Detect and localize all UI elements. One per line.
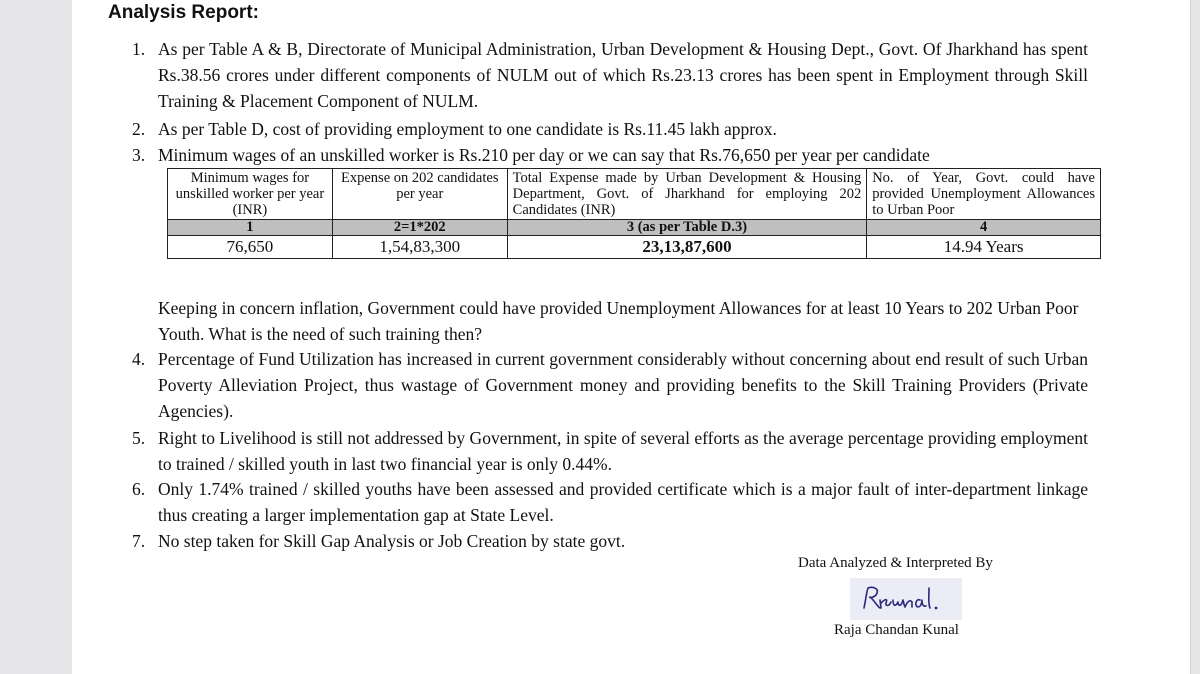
item-text: Right to Livelihood is still not addressed by Government, in spite of several efforts as the average percentage providing employment to trained / skilled youth in last two financial year is only 0.44%. — [158, 428, 1088, 474]
item-text: Only 1.74% trained / skilled youths have been assessed and provided certificate which is a major fault of inter-department linkage thus creating a larger implementation gap at State Level. — [158, 479, 1088, 525]
table-header-cell: Total Expense made by Urban Development & Housing Department, Govt. of Jharkhand for employing 202 Candidates (INR) — [507, 169, 867, 220]
signer-name: Raja Chandan Kunal — [834, 622, 959, 638]
list-item-1 — [132, 36, 1088, 114]
table-cell: 14.94 Years — [867, 236, 1101, 259]
table-cell: 1,54,83,300 — [332, 236, 507, 259]
list-item-5 — [132, 425, 1088, 477]
item-text: Minimum wages of an unskilled worker is Rs.210 per day or we can say that Rs.76,650 per year per candidate — [158, 145, 930, 165]
report-heading: Analysis Report: — [108, 2, 259, 23]
inflation-paragraph: Keeping in concern inflation, Government could have provided Unemployment Allowances for at least 10 Years to 202 Urban Poor Youth. What is the need of such training then? — [158, 298, 1079, 344]
item-text: Percentage of Fund Utilization has increased in current government considerably without concerning about end result of such Urban Poverty Alleviation Project, thus wastage of Government money and providing benefits to the Skill Training Providers (Private Agencies). — [158, 349, 1088, 421]
item-number: 1. — [132, 39, 146, 59]
list-item-7 — [132, 528, 1088, 554]
item-number: 7. — [132, 531, 146, 551]
table-header-cell: Minimum wages for unskilled worker per year (INR) — [168, 169, 333, 220]
table-cell: 2=1*202 — [332, 220, 507, 236]
item-number: 5. — [132, 428, 146, 448]
table-cell: 4 — [867, 220, 1101, 236]
table-row — [168, 236, 1101, 259]
item-text: No step taken for Skill Gap Analysis or Job Creation by state govt. — [158, 531, 626, 551]
item-number: 4. — [132, 349, 146, 369]
item-number: 6. — [132, 479, 146, 499]
list-item-2 — [132, 116, 1088, 142]
item-number: 3. — [132, 145, 146, 165]
table-cell: 76,650 — [168, 236, 333, 259]
credit-line: Data Analyzed & Interpreted By — [798, 555, 993, 571]
table-header-row — [168, 169, 1101, 220]
document-page — [72, 0, 1191, 674]
list-item-3 — [132, 142, 1118, 168]
list-item-4 — [132, 346, 1088, 424]
item-number: 2. — [132, 119, 146, 139]
list-item-6 — [132, 476, 1088, 528]
item-text: As per Table D, cost of providing employment to one candidate is Rs.11.45 lakh approx. — [158, 119, 777, 139]
signature-image — [850, 578, 962, 620]
table-cell: 1 — [168, 220, 333, 236]
table-cell: 23,13,87,600 — [507, 236, 867, 259]
table-header-cell: No. of Year, Govt. could have provided Unemployment Allowances to Urban Poor — [867, 169, 1101, 220]
wages-table — [167, 168, 1101, 259]
table-index-row — [168, 220, 1101, 236]
item-text: As per Table A & B, Directorate of Municipal Administration, Urban Development & Housing Dept., Govt. Of Jharkhand has spent Rs.38.56 crores under different components of NULM out of which Rs.23.13 crores has been spent in Employment through Skill Training & Placement Component of NULM. — [158, 39, 1088, 111]
table-header-cell: Expense on 202 candidates per year — [332, 169, 507, 220]
table-cell: 3 (as per Table D.3) — [507, 220, 867, 236]
